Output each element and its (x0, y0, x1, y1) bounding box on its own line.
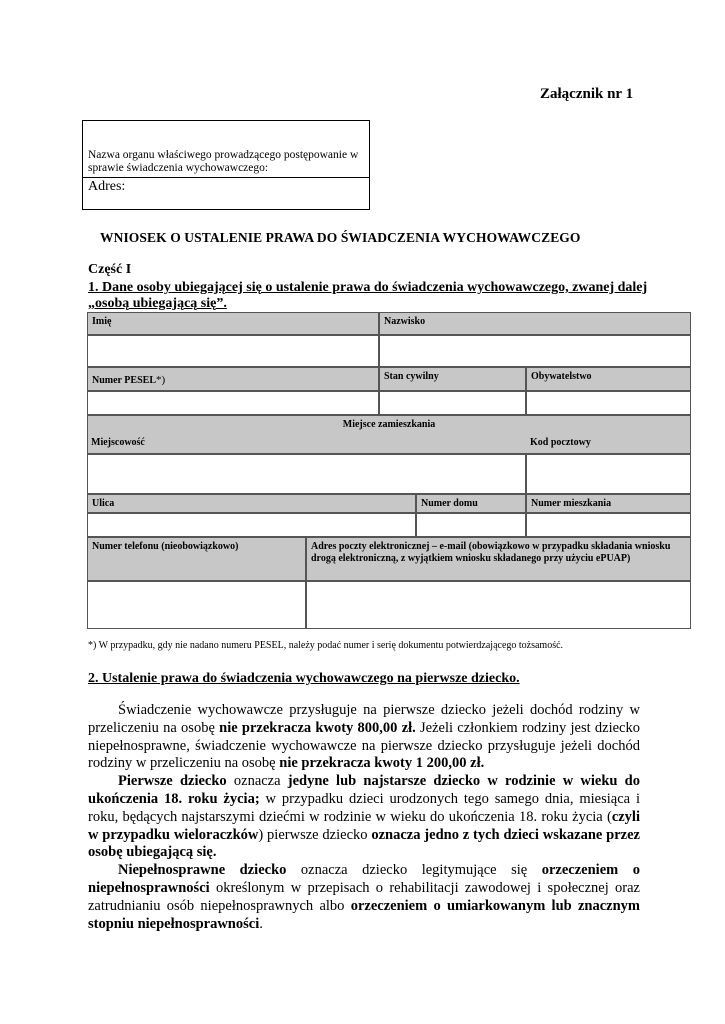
marital-status-field[interactable] (379, 391, 526, 415)
city-field[interactable] (87, 454, 526, 494)
pesel-label: Numer PESEL (92, 375, 156, 386)
apartment-number-field[interactable] (526, 513, 691, 537)
text-run: ) pierwsze dziecko (258, 826, 372, 843)
marital-status-header: Stan cywilny (379, 367, 526, 391)
authority-box (82, 120, 370, 210)
bold-run: oznacza jedno z tych dzieci wskazane przez osobę ubiegającą się. (88, 826, 640, 861)
section1-heading: 1. Dane osoby ubiegającej się o ustalenie prawa do świadczenia wychowawczego, zwanej dalej „osobą ubiegającą się”. (88, 280, 648, 311)
text-run: określonym w przepisach o rehabilitacji zawodowej i społecznej oraz zatrudnianiu osób niepełnosprawnych albo (88, 879, 640, 914)
pesel-field[interactable] (87, 391, 379, 415)
applicant-data-form (87, 312, 691, 629)
postal-code-header: Kod pocztowy (530, 437, 591, 448)
house-number-header: Numer domu (416, 494, 526, 513)
text-run: Świadczenie wychowawcze przysługuje na pierwsze dziecko jeżeli dochód rodziny w przeliczeniu na osobę (88, 702, 640, 736)
text-run: oznacza (226, 773, 288, 790)
pesel-footnote: *) W przypadku, gdy nie nadano numeru PESEL, należy podać numer i serię dokumentu potwierdzającego tożsamość. (88, 640, 564, 651)
bold-run: Niepełnosprawne dziecko (118, 862, 287, 879)
first-child-definition-paragraph (88, 773, 640, 862)
disabled-child-definition-paragraph (88, 862, 640, 933)
citizenship-field[interactable] (526, 391, 691, 415)
section2-body (88, 702, 640, 933)
last-name-field[interactable] (379, 335, 691, 367)
bold-run: czyli w przypadku wieloraczków (88, 808, 640, 843)
first-name-header: Imię (87, 312, 379, 335)
email-header: Adres poczty elektronicznej – e-mail (obowiązkowo w przypadku składania wniosku drogą elektroniczną, z wyjątkiem wniosku składanego przy użyciu ePUAP) (306, 537, 691, 581)
phone-header: Numer telefonu (nieobowiązkowo) (87, 537, 306, 581)
bold-run: jedyne lub najstarsze dziecko w rodzinie w wieku do ukończenia 18. roku życia; (88, 773, 640, 807)
bold-run: orzeczeniem o niepełnosprawności (88, 862, 640, 896)
text-run: . (259, 915, 263, 932)
email-field[interactable] (306, 581, 691, 629)
citizenship-header: Obywatelstwo (526, 367, 691, 391)
phone-field[interactable] (87, 581, 306, 629)
street-header: Ulica (87, 494, 416, 513)
part-label: Część I (88, 262, 132, 277)
pesel-footnote-mark: *) (156, 374, 166, 386)
authority-box-divider (83, 177, 369, 178)
first-name-field[interactable] (87, 335, 379, 367)
residence-label: Miejsce zamieszkania (342, 419, 436, 430)
annex-label: Załącznik nr 1 (540, 86, 634, 102)
income-threshold-paragraph (88, 702, 640, 773)
bold-run: Pierwsze dziecko (118, 773, 227, 790)
pesel-header (87, 367, 379, 391)
document-title: WNIOSEK O USTALENIE PRAWA DO ŚWIADCZENIA WYCHOWAWCZEGO (100, 230, 581, 245)
bold-run: orzeczeniem o umiarkowanym lub znacznym stopniu niepełnosprawności (88, 897, 640, 932)
postal-code-field[interactable] (526, 454, 691, 494)
residence-header (87, 415, 691, 454)
bold-run: nie przekracza kwoty 800,00 zł. (219, 719, 416, 736)
authority-name-label: Nazwa organu właściwego prowadzącego postępowanie w sprawie świadczenia wychowawczego: (88, 149, 359, 174)
authority-address-label: Adres: (88, 179, 126, 194)
city-header: Miejscowość (91, 437, 145, 448)
apartment-number-header: Numer mieszkania (526, 494, 691, 513)
text-run: Jeżeli członkiem rodziny jest dziecko niepełnosprawne, świadczenie wychowawcze na pierwsze dziecko przysługuje jeżeli dochód rodziny w przeliczeniu na osobę (88, 719, 640, 772)
text-run: w przypadku dzieci urodzonych tego samego dnia, miesiąca i roku, będących najstarszymi dziećmi w rodzinie w wieku do ukończenia 18. roku życia ( (88, 790, 640, 825)
house-number-field[interactable] (416, 513, 526, 537)
section2-heading: 2. Ustalenie prawa do świadczenia wychowawczego na pierwsze dziecko. (88, 671, 520, 686)
text-run: oznacza dziecko legitymujące się (286, 862, 542, 879)
bold-run: nie przekracza kwoty 1 200,00 zł. (279, 755, 485, 772)
last-name-header: Nazwisko (379, 312, 691, 335)
street-field[interactable] (87, 513, 416, 537)
